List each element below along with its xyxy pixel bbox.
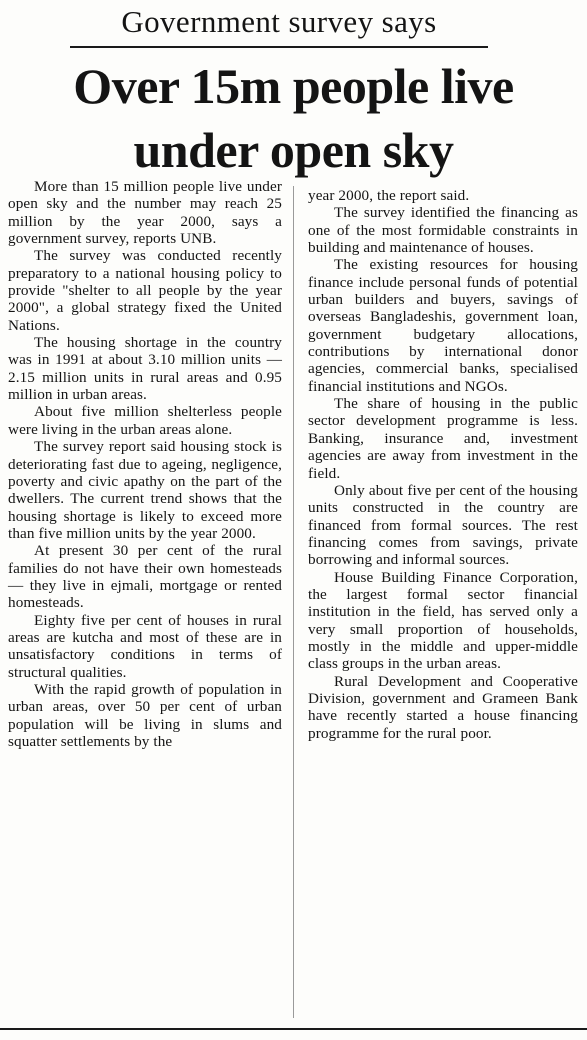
paragraph-continuation: year 2000, the report said. [308,187,470,204]
paragraph: Eighty five per cent of houses in rural areas are kutcha and most of these are in unsatisfactory conditions in terms of structural qualities. [8,611,282,681]
paragraph: At present 30 per cent of the rural families do not have their own homesteads — they live in ejmali, mortgage or rented homesteads. [8,542,282,612]
headline-line-1: Over 15m people live [73,58,514,114]
paragraph: The share of housing in the public sector development programme is less. Banking, insurance and, investment agencies are away from investment in the field. [308,395,578,482]
paragraph: With the rapid growth of population in urban areas, over 50 per cent of urban population will be living in slums and squatter settlements by the [8,680,282,750]
body-column-right [308,187,578,742]
paragraph: House Building Finance Corporation, the largest formal sector financial institution in the field, has served only a very small proportion of households, mostly in the middle and upper-middle class groups in the urban areas. [308,568,578,673]
paragraph: Only about five per cent of the housing units constructed in the country are financed from formal sources. The rest financing comes from savings, private borrowing and informal sources. [308,481,578,569]
article-headline [0,54,587,182]
paragraph: The survey identified the financing as one of the most formidable constraints in building and maintenance of houses. [308,204,578,257]
body-column-left [8,178,282,750]
paragraph: The housing shortage in the country was in 1991 at about 3.10 million units — 2.15 million units in rural areas and 0.95 million in urban areas. [8,334,282,404]
paragraph: The survey report said housing stock is deteriorating fast due to ageing, negligence, poverty and civic apathy on the part of the dwellers. The current trend shows that the housing shortage is likely to exceed more than five million units by the year 2000. [8,438,282,542]
bottom-rule [0,1028,587,1030]
column-divider [293,186,294,1018]
headline-line-2: under open sky [133,122,454,178]
paragraph: Rural Development and Cooperative Division, government and Grameen Bank have recently started a house financing programme for the rural poor. [308,672,578,742]
paragraph: More than 15 million people live under open sky and the number may reach 25 million by the year 2000, says a government survey, reports UNB. [8,178,282,248]
paragraph: The existing resources for housing finance include personal funds of potential urban builders and buyers, savings of overseas Bangladeshis, government loan, government budgetary allocations, contributions by international donor agencies, commercial banks, specialised financial institutions and NGOs. [308,256,578,395]
article-kicker: Government survey says [121,4,437,39]
paragraph: About five million shelterless people were living in the urban areas alone. [8,403,282,438]
kicker-underline [70,46,488,48]
paragraph: The survey was conducted recently preparatory to a national housing policy to provide "shelter to all people by the year 2000", a global strategy fixed the United Nations. [8,247,282,334]
